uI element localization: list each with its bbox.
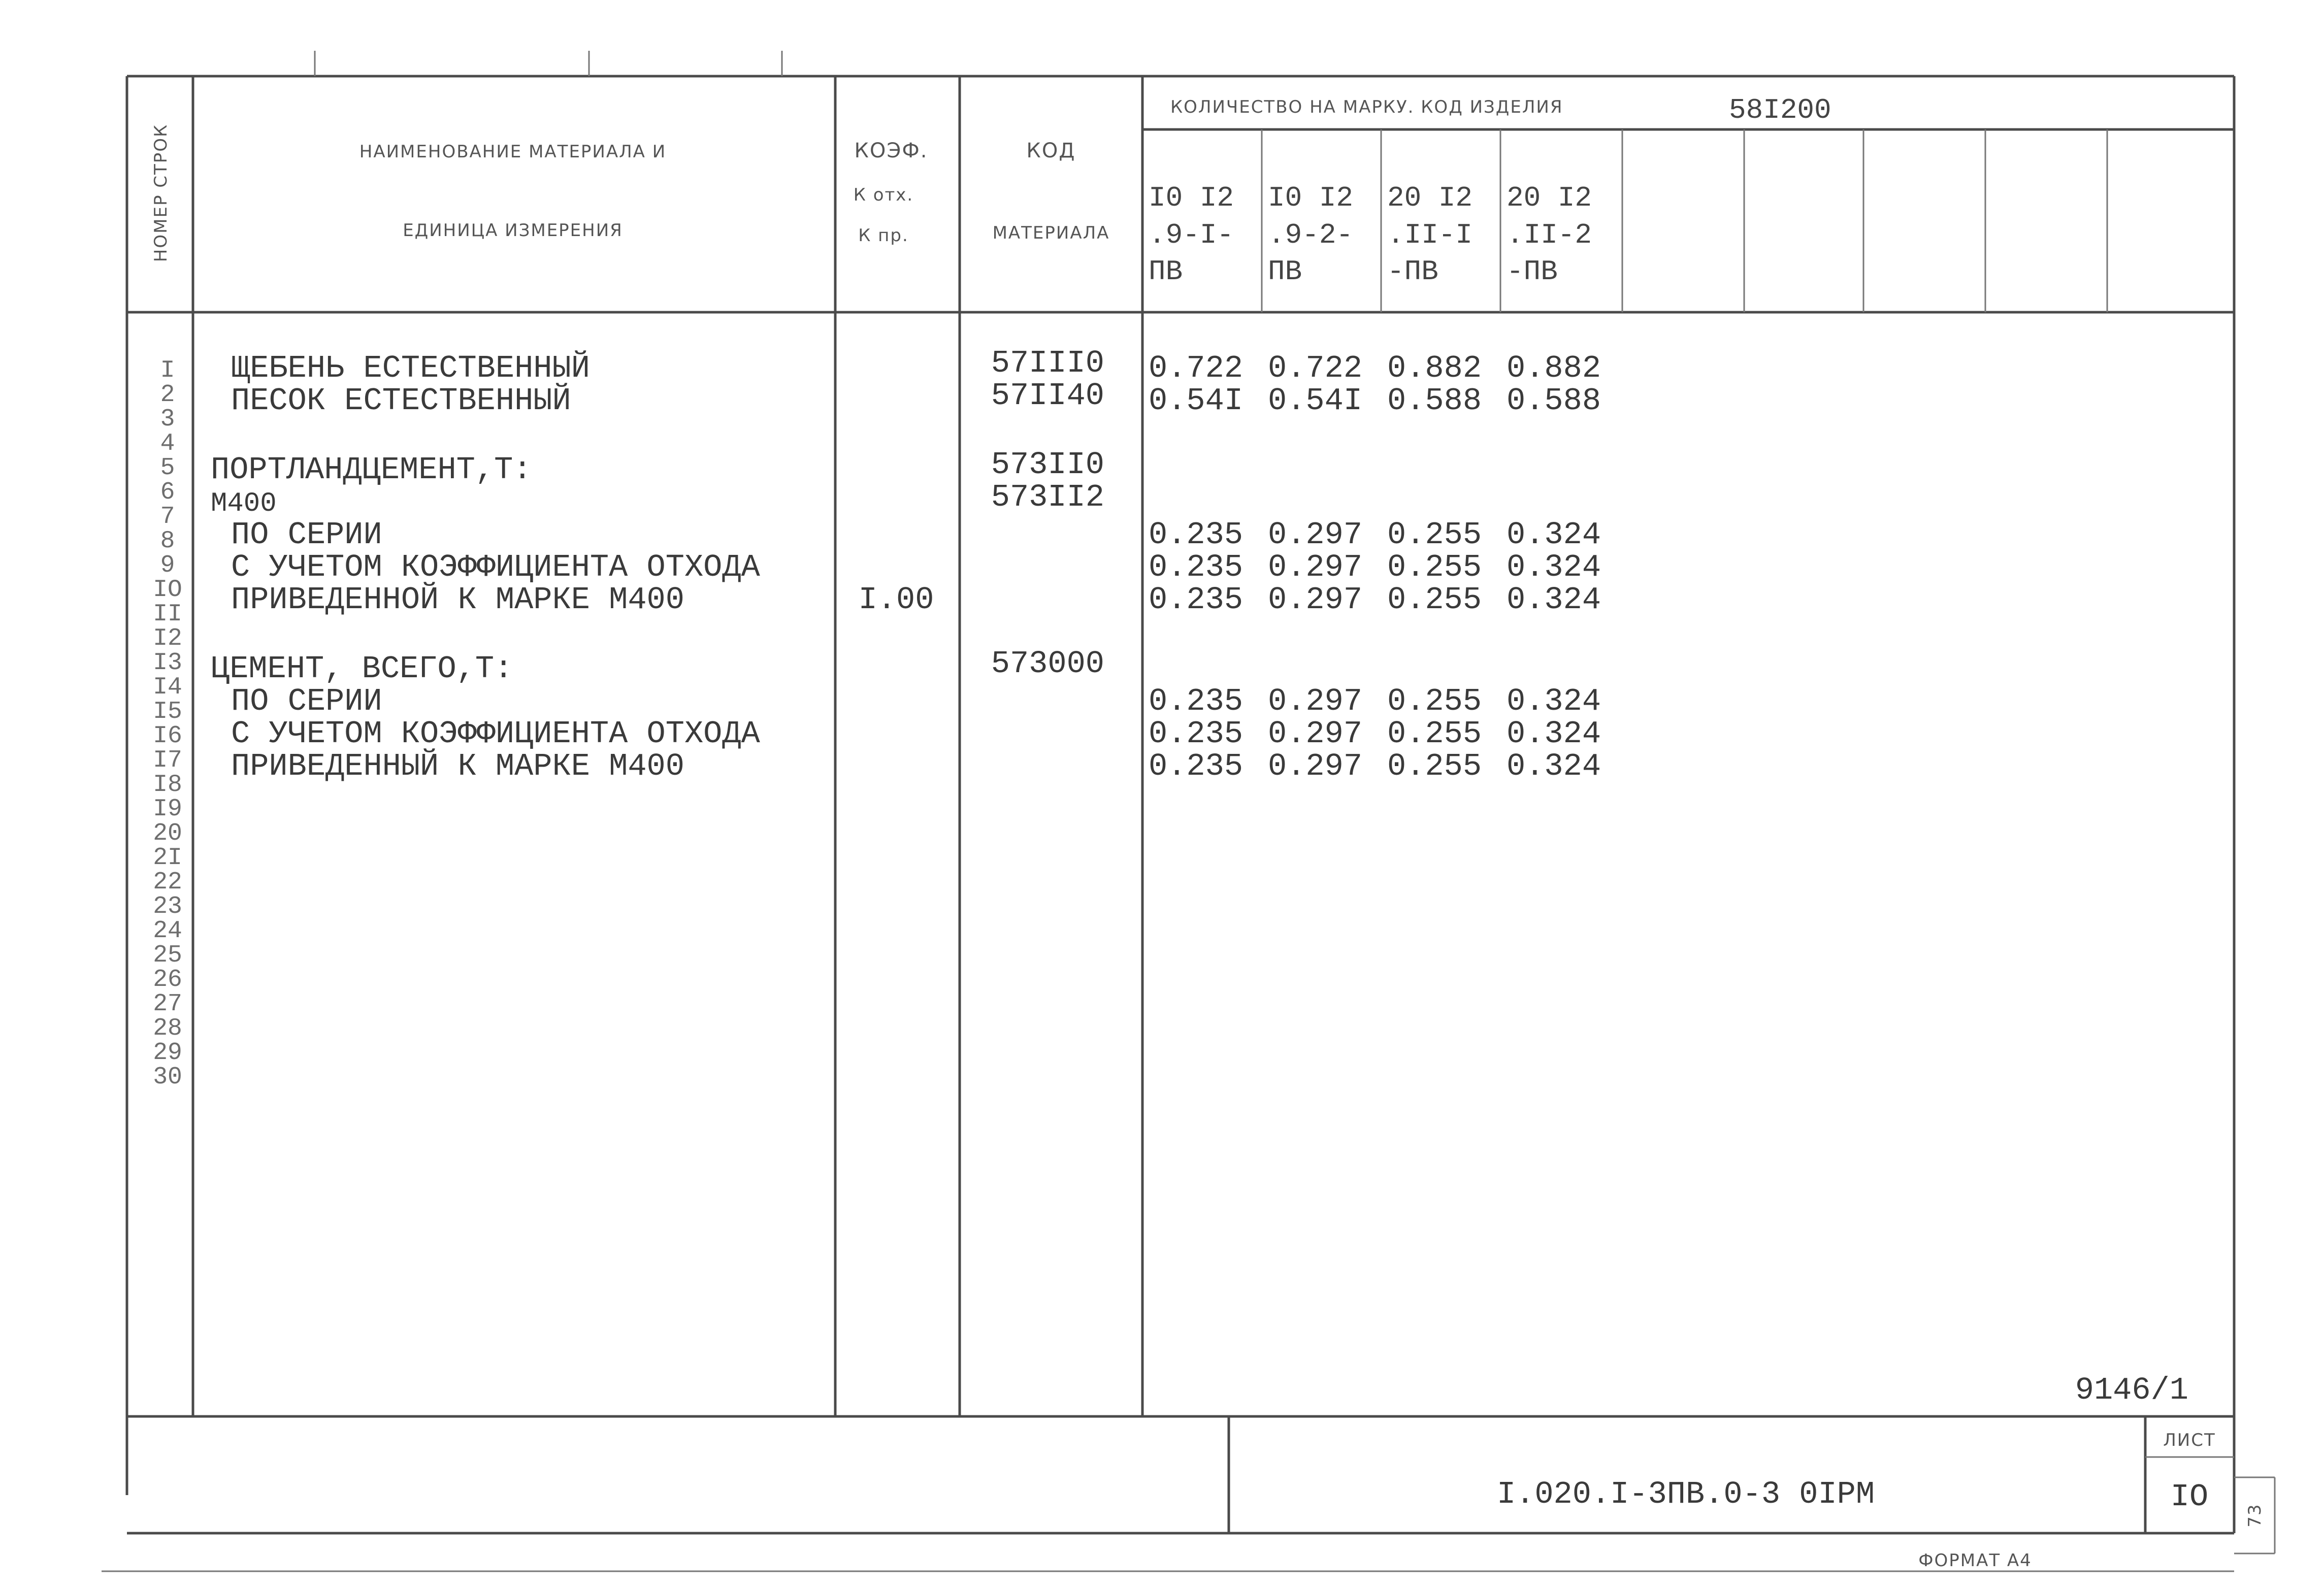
mark-3-line-2: .II-I xyxy=(1387,219,1473,251)
row-number: 24 xyxy=(153,917,182,945)
quantity-values xyxy=(1149,350,1601,784)
mark-3-line-3: -ПВ xyxy=(1387,255,1438,288)
quantity-cell: 0.255 xyxy=(1387,517,1482,553)
row-number: I8 xyxy=(153,771,182,799)
row-number: I5 xyxy=(153,698,182,725)
row-number: I7 xyxy=(153,747,182,774)
mark-2-line-3: ПВ xyxy=(1268,255,1302,288)
quantity-cell: 0.324 xyxy=(1507,517,1601,553)
quantity-cell: 0.255 xyxy=(1387,748,1482,784)
quantity-cell: 0.324 xyxy=(1507,683,1601,719)
row-number: 23 xyxy=(153,893,182,920)
quantity-cell: 0.54I xyxy=(1149,383,1243,419)
side-number: 73 xyxy=(2245,1503,2265,1528)
material-name: ПРИВЕДЕННОЙ К МАРКЕ М400 xyxy=(231,582,684,618)
coef-reduction-header: К пр. xyxy=(858,225,909,246)
quantity-cell: 0.297 xyxy=(1268,582,1363,618)
material-code: 573II0 xyxy=(991,447,1104,483)
material-code: 57III0 xyxy=(991,345,1104,381)
row-number: I xyxy=(160,357,175,384)
quantity-cell: 0.588 xyxy=(1387,383,1482,419)
quantity-cell: 0.235 xyxy=(1149,716,1243,752)
mark-4-line-1: 20 I2 xyxy=(1507,182,1592,214)
format-label: ФОРМАТ А4 xyxy=(1918,1550,2032,1571)
material-name: М400 xyxy=(211,488,277,519)
quantity-cell: 0.235 xyxy=(1149,582,1243,618)
quantity-cell: 0.297 xyxy=(1268,517,1363,553)
row-number: 29 xyxy=(153,1039,182,1067)
quantity-cell: 0.235 xyxy=(1149,748,1243,784)
table-grid xyxy=(102,51,2275,1571)
material-name: ПО СЕРИИ xyxy=(231,683,382,719)
quantity-cell: 0.235 xyxy=(1149,549,1243,585)
quantity-header: КОЛИЧЕСТВО НА МАРКУ. КОД ИЗДЕЛИЯ xyxy=(1170,97,1563,117)
material-name: С УЧЕТОМ КОЭФФИЦИЕНТА ОТХОДА xyxy=(231,549,760,585)
mark-1-line-1: I0 I2 xyxy=(1149,182,1234,214)
quantity-cell: 0.324 xyxy=(1507,582,1601,618)
row-number: 3 xyxy=(160,406,175,433)
quantity-cell: 0.882 xyxy=(1507,350,1601,386)
material-name: ПОРТЛАНДЦЕМЕНТ,Т: xyxy=(211,452,532,488)
row-number: 30 xyxy=(153,1064,182,1091)
quantity-cell: 0.324 xyxy=(1507,748,1601,784)
row-number: I2 xyxy=(153,625,182,652)
document-code: I.020.I-3ПВ.0-3 0IРМ xyxy=(1496,1476,1875,1512)
row-number: 25 xyxy=(153,942,182,969)
quantity-cell: 0.722 xyxy=(1268,350,1363,386)
mark-2-line-2: .9-2- xyxy=(1268,219,1354,251)
sheet-label: ЛИСТ xyxy=(2163,1430,2216,1450)
row-number-header: НОМЕР СТРОК xyxy=(151,123,171,262)
row-number: 8 xyxy=(160,527,175,555)
material-code: 57II40 xyxy=(991,378,1104,414)
mark-4-line-2: .II-2 xyxy=(1507,219,1592,251)
mark-3-line-1: 20 I2 xyxy=(1387,182,1473,214)
mark-4-line-3: -ПВ xyxy=(1507,255,1558,288)
row-number: IO xyxy=(153,576,182,604)
mark-1-line-2: .9-I- xyxy=(1149,219,1234,251)
material-code: 573000 xyxy=(991,646,1104,682)
material-code: 573II2 xyxy=(991,479,1104,515)
quantity-cell: 0.324 xyxy=(1507,716,1601,752)
inventory-number: 9146/1 xyxy=(2075,1372,2188,1408)
mark-headers xyxy=(1149,182,1592,288)
coef-header: КОЭФ. xyxy=(854,139,928,162)
row-number: I4 xyxy=(153,674,182,701)
material-name: ПЕСОК ЕСТЕСТВЕННЫЙ xyxy=(231,383,571,419)
quantity-cell: 0.255 xyxy=(1387,683,1482,719)
quantity-cell: 0.235 xyxy=(1149,517,1243,553)
coef-waste-header: К отх. xyxy=(853,185,914,205)
row-number: I9 xyxy=(153,796,182,823)
row-number: 9 xyxy=(160,552,175,579)
material-name: ПРИВЕДЕННЫЙ К МАРКЕ М400 xyxy=(231,748,684,784)
mark-2-line-1: I0 I2 xyxy=(1268,182,1354,214)
material-names xyxy=(211,350,761,784)
row-number: 5 xyxy=(160,454,175,482)
quantity-cell: 0.54I xyxy=(1268,383,1363,419)
row-number: 28 xyxy=(153,1015,182,1042)
row-number: 4 xyxy=(160,430,175,457)
quantity-cell: 0.722 xyxy=(1149,350,1243,386)
material-name-header: НАИМЕНОВАНИЕ МАТЕРИАЛА И xyxy=(359,142,667,162)
row-number: 6 xyxy=(160,479,175,506)
quantity-cell: 0.255 xyxy=(1387,716,1482,752)
quantity-cell: 0.297 xyxy=(1268,549,1363,585)
quantity-cell: 0.297 xyxy=(1268,748,1363,784)
quantity-cell: 0.882 xyxy=(1387,350,1482,386)
quantity-cell: 0.588 xyxy=(1507,383,1601,419)
row-number: 2 xyxy=(160,381,175,409)
material-name: ЦЕМЕНТ, ВСЕГО,Т: xyxy=(211,651,513,687)
coefficient-value: I.00 xyxy=(858,582,934,618)
product-code: 58I200 xyxy=(1729,94,1831,126)
quantity-cell: 0.255 xyxy=(1387,582,1482,618)
unit-header: ЕДИНИЦА ИЗМЕРЕНИЯ xyxy=(403,220,623,241)
row-number: I3 xyxy=(153,649,182,677)
quantity-cell: 0.235 xyxy=(1149,683,1243,719)
row-numbers xyxy=(153,357,182,1091)
row-number: II xyxy=(153,601,182,628)
row-number: 26 xyxy=(153,966,182,994)
row-number: 27 xyxy=(153,990,182,1018)
quantity-cell: 0.297 xyxy=(1268,683,1363,719)
material-name: ЩЕБЕНЬ ЕСТЕСТВЕННЫЙ xyxy=(231,350,590,386)
row-number: 20 xyxy=(153,820,182,847)
quantity-cell: 0.324 xyxy=(1507,549,1601,585)
quantity-cell: 0.297 xyxy=(1268,716,1363,752)
material-code-header: КОД xyxy=(1026,139,1076,162)
row-number: 2I xyxy=(153,844,182,872)
quantity-cell: 0.255 xyxy=(1387,549,1482,585)
mark-1-line-3: ПВ xyxy=(1149,255,1183,288)
row-number: 7 xyxy=(160,503,175,531)
row-number: I6 xyxy=(153,722,182,750)
material-code-header-2: МАТЕРИАЛА xyxy=(992,223,1110,243)
material-codes xyxy=(991,345,1104,682)
material-name: С УЧЕТОМ КОЭФФИЦИЕНТА ОТХОДА xyxy=(231,716,760,752)
material-name: ПО СЕРИИ xyxy=(231,517,382,553)
sheet-number: IO xyxy=(2170,1479,2209,1515)
row-number: 22 xyxy=(153,869,182,896)
